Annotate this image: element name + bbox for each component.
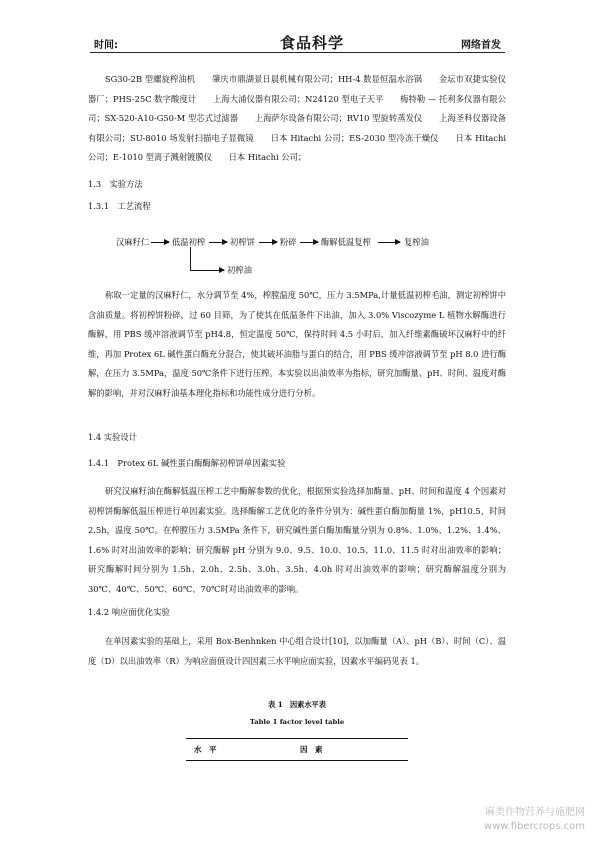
flow-arrow [209, 242, 227, 243]
header-divider [90, 52, 505, 53]
response-surface-paragraph [88, 632, 506, 671]
flow-step-hemp-seed: 汉麻籽仁 [116, 237, 150, 247]
single-factor-paragraph [88, 482, 506, 599]
process-flow-diagram [88, 236, 506, 280]
flow-step-press-cake: 初榨饼 [230, 237, 255, 247]
process-paragraph [88, 286, 506, 403]
table-header-level: 水 平 [194, 745, 217, 754]
flow-step-enzymatic-repress: 酶解低温复榨 [321, 237, 371, 247]
table-header-factor: 因 素 [300, 745, 323, 754]
response-surface-text: 在单因素实验的基础上，采用 Box-Benhnken 中心组合设计[10]，以加酶量（A）、pH（B）、时间（C）、温度（D）以出油效率（R）为响应面值设计四因素三水平响应面实验，因素水平编码见表 1。 [88, 636, 506, 666]
flow-branch-arrow [190, 270, 224, 271]
equipment-paragraph [88, 70, 506, 168]
section-1-4-heading: 1.4 实验设计 [88, 432, 138, 442]
flow-step-crush: 粉碎 [280, 237, 297, 247]
flow-arrow [300, 242, 318, 243]
flow-arrow [259, 242, 277, 243]
table-top-rule [186, 738, 408, 739]
flow-arrow [378, 242, 400, 243]
equipment-text: SG30-2B 型螺旋榨油机 肇庆市鼎湖景日晨机械有限公司；HH-4 数显恒温水浴锅 金坛市双捷实验仪器厂；PHS-25C 数字酸度计 上海大浦仪器有限公司；N24120 型电子天平 梅特勒 — 托利多仪器有限公司；SX-520-A10-G50-M 型芯式过滤器 上海萨尔设备有限公司；RV10 型旋转蒸发仪 上海圣科仪器设备有限公司；SU-8010 场发射扫描电子显微镜 日本 Hitachi 公司；ES-2030 型冷冻干燥仪 日本 Hitachi 公司；E-1010 型离子溅射镀膜仪 日本 Hitachi 公司； [88, 74, 506, 162]
table-caption-en: Table 1 factor level table [249, 718, 345, 726]
section-1-3-heading: 1.3 实验方法 [88, 179, 143, 189]
section-1-3-1-heading: 1.3.1 工艺流程 [88, 201, 151, 211]
table-caption-cn: 表 1 因素水平表 [268, 700, 326, 709]
flow-branch-line [190, 247, 191, 270]
flow-arrow [151, 242, 169, 243]
flow-step-repress-oil: 复榨油 [404, 237, 429, 247]
section-1-4-1-heading: 1.4.1 Protex 6L 碱性蛋白酶酶解初榨饼单因素实验 [88, 458, 286, 468]
watermark-site-name: 麻类作物营养与施肥网 [485, 807, 585, 818]
table-header-rule [186, 760, 408, 761]
flow-step-cold-press: 低温初榨 [172, 237, 206, 247]
flow-branch-crude-oil: 初榨油 [227, 265, 252, 275]
header-online-first: 网络首发 [461, 40, 501, 51]
single-factor-text: 研究汉麻籽油在酶解低温压榨工艺中酶解参数的优化，根据预实验选择加酶量、pH、时间和温度 4 个因素对初榨饼酶解低温压榨进行单因素实验。选择酶解工艺优化的条件分别为：碱性蛋白酶加酶量 1%，pH10.5，时间 2.5h，温度 50℃。在榨膛压力 3.5MPa 条件下，研究碱性蛋白酶加酶量分别为 0.8%、1.0%、1.2%、1.4%、1.6% 时对出油效率的影响；研究酶解 pH 分别为 9.0、9.5、10.0、10.5、11.0、11.5 时对出油效率的影响；研究酶解时间分别为 1.5h、2.0h、2.5h、3.0h、3.5h、4.0h 时对出油效率的影响；研究酶解温度分别为 30℃、40℃、50℃、60℃、70℃时对出油效率的影响。 [88, 486, 506, 594]
section-1-4-2-heading: 1.4.2 响应面优化实验 [88, 607, 170, 617]
watermark-url: www.fibercrops.com [483, 821, 585, 832]
site-watermark [484, 806, 585, 834]
journal-logo-text: 食品科学 [280, 34, 345, 52]
header-time-label: 时间: [94, 40, 118, 51]
process-text: 称取一定量的汉麻籽仁，水分调节至 4%，榨膛温度 50℃，压力 3.5MPa,计量低温初榨毛油，测定初榨饼中含油质量。将初榨饼粉碎，过 60 目筛，为了使其在低温条件下出油，加入 3.0% Viscozyme L 植物水解酶进行酶解，用 PBS 缓冲溶液调节至 pH4.8，恒定温度 50℃，保持时间 4.5 小时后，加入纤维素酶破坏汉麻籽中的纤维，再加 Protex 6L 碱性蛋白酶充分混合，使其破坏油脂与蛋白的结合，用 PBS 缓冲溶液调节至 pH 8.0 进行酶解，在压力 3.5MPa，温度 50℃条件下进行压榨。本实验以出油效率为指标，研究加酶量、pH、时间、温度对酶解的影响，并对汉麻籽油基本理化指标和功能性成分进行分析。 [88, 290, 506, 398]
